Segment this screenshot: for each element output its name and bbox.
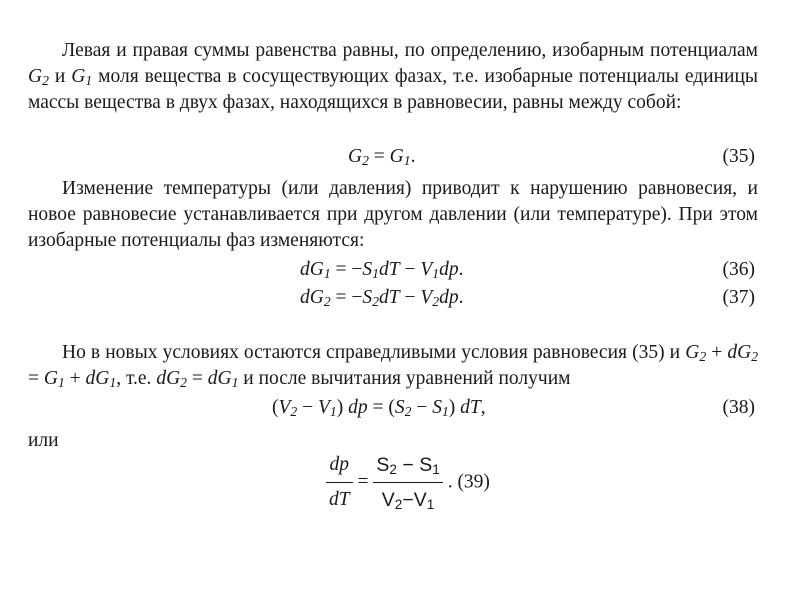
equation-35: $G_2 = G_1$. <box>348 146 416 168</box>
paragraph-2 <box>28 176 758 254</box>
p1-text-1: Левая и правая суммы равенства равны, по определению, изобарным потенциалам <box>62 40 758 61</box>
equation-38: $(V_2 - V_1)$ dp = $(S_2 - S_1)$ dT, <box>272 397 486 419</box>
equation-38-number: (38) <box>722 397 755 418</box>
p1-text-2: и <box>48 66 72 87</box>
equation-39: $\frac{dp}{dT}$ = $\frac{S_2 - S_1}{V_2-V_1}$ . (39) <box>326 450 490 515</box>
p1-text-3: моля вещества в сосуществующих фазах, т.е. изобарные потенциалы единицы массы вещества в двух фазах, находящихся в равновесии, равны между собой: <box>28 66 759 113</box>
symbol-g2: $G_2$ <box>28 66 49 88</box>
equation-37: $dG_2 = -S_2dT - V_2dp$. <box>300 287 464 309</box>
equation-39-number: . (39) <box>447 471 490 493</box>
equation-35-number: (35) <box>722 146 755 167</box>
paragraph-1 <box>28 38 758 116</box>
paragraph-3: Но в новых условиях остаются справедливыми условия равновесия (35) и $G_2 + dG_2 = G_1 + dG_1$, т.е. $dG_2 = dG_1$ и после вычитания уравнений получим <box>28 342 759 390</box>
equation-36-number: (36) <box>722 259 755 280</box>
p3-text-3: и после вычитания уравнений получим <box>238 368 571 389</box>
p3-text-1: Но в новых условиях остаются справедливыми условия равновесия (35) и <box>62 342 686 363</box>
p2-text: Изменение температуры (или давления) приводит к нарушению равновесия, и новое равновесие устанавливается при другом давлении (или температуре). При этом изобарные потенциалы фаз изменяются: <box>28 178 758 251</box>
equation-37-number: (37) <box>722 287 755 308</box>
equation-36: $dG_1 = -S_1dT - V_1dp$. <box>300 259 464 281</box>
word-ili: или <box>28 430 59 451</box>
symbol-g1: $G_1$ <box>71 66 93 88</box>
